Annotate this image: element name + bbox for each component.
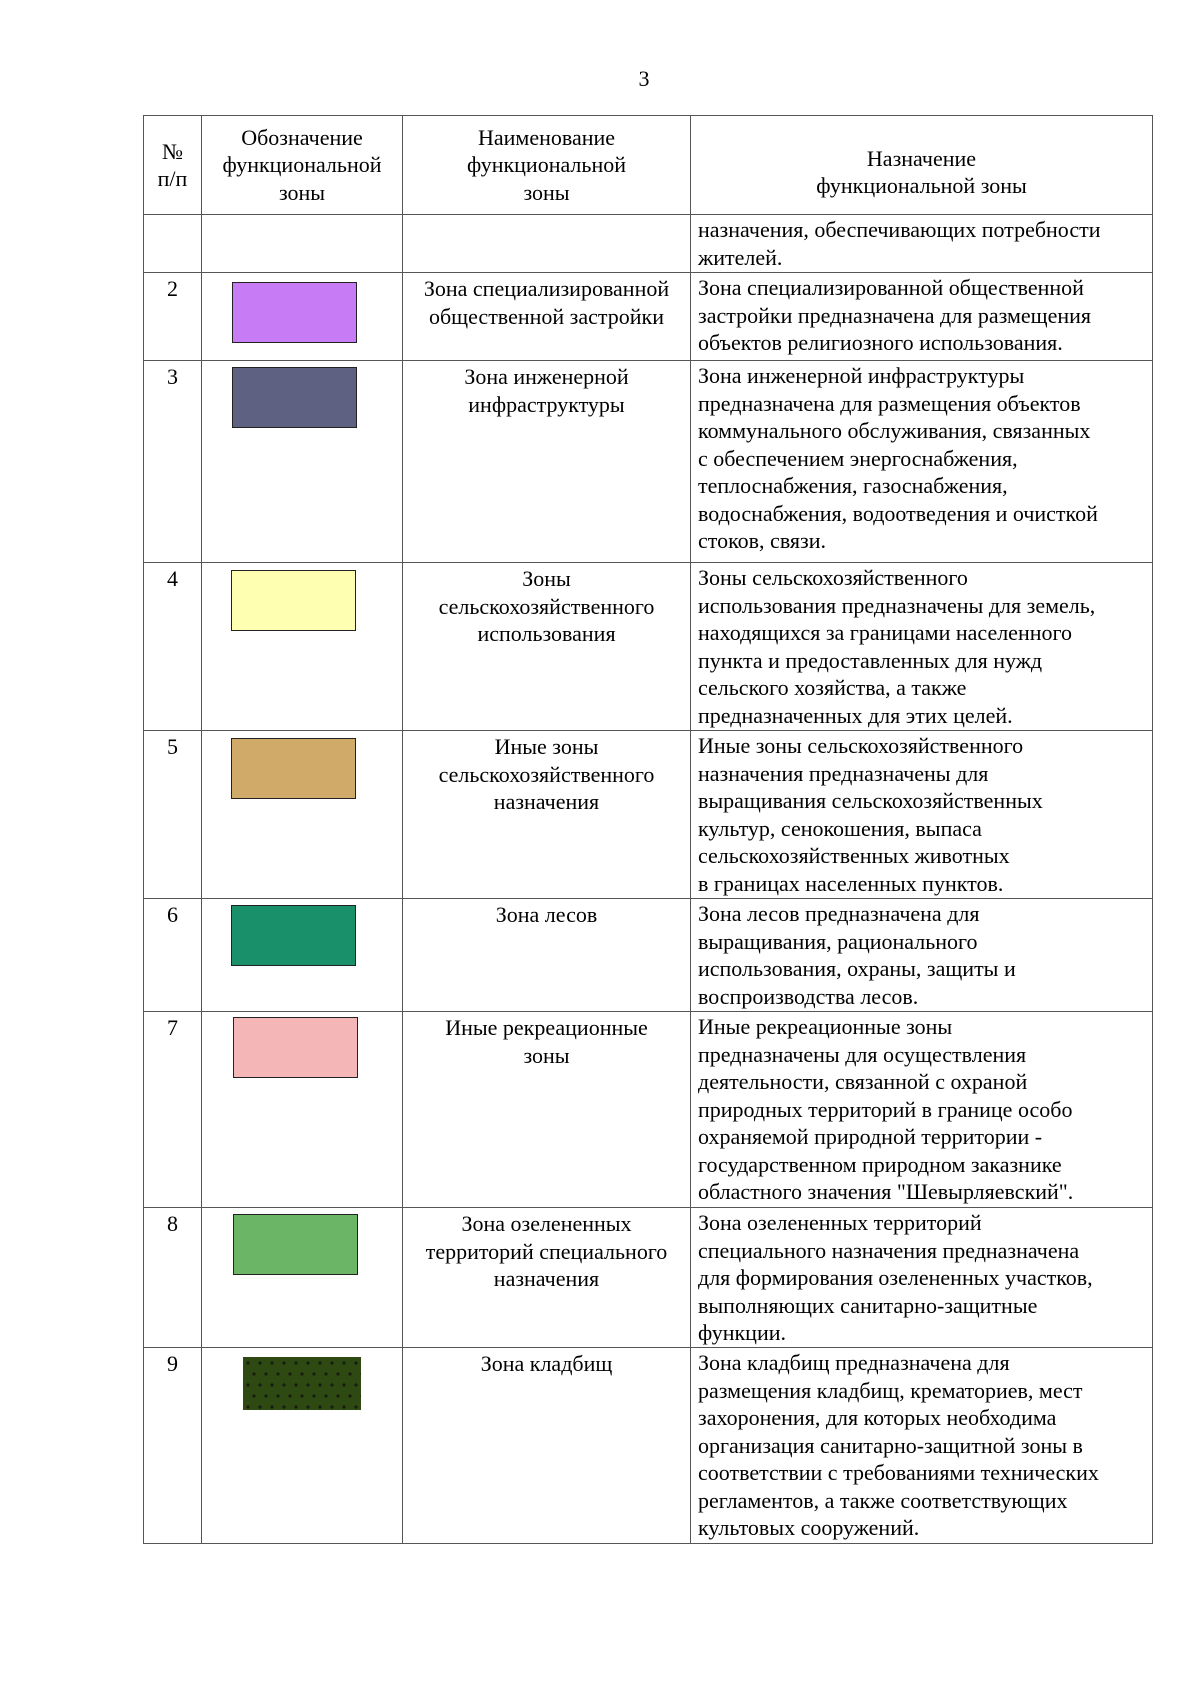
zone-purpose-line: организация санитарно-защитной зоны в bbox=[698, 1432, 1083, 1458]
zone-symbol-cell bbox=[202, 215, 403, 273]
zone-name-line: использования bbox=[477, 621, 616, 646]
zone-symbol-cell bbox=[202, 1012, 403, 1208]
zone-name-line: сельскохозяйственного bbox=[438, 761, 655, 787]
zone-purpose-line: пункта и предоставленных для нужд bbox=[698, 647, 1043, 673]
table-row bbox=[144, 273, 1153, 361]
zone-purpose-line: сельского хозяйства, а также bbox=[698, 675, 967, 700]
zone-name bbox=[403, 731, 691, 899]
zone-purpose-line: Зоны сельскохозяйственного bbox=[698, 565, 968, 590]
header-symbol bbox=[202, 116, 403, 215]
zone-purpose-line: находящихся за границами населенного bbox=[698, 620, 1072, 645]
header-text: п/п bbox=[157, 166, 188, 191]
row-number: 8 bbox=[144, 1208, 202, 1348]
zone-purpose-line: Иные рекреационные зоны bbox=[698, 1014, 953, 1039]
zone-purpose bbox=[691, 899, 1153, 1012]
zone-purpose-line: застройки предназначена для размещения bbox=[698, 302, 1092, 328]
zone-purpose-line: природных территорий в границе особо bbox=[698, 1096, 1073, 1122]
header-text: функциональной bbox=[466, 152, 626, 178]
zone-purpose-line: назначения, обеспечивающих потребности bbox=[698, 217, 1101, 242]
zone-purpose-line: в границах населенных пунктов. bbox=[698, 870, 1004, 896]
zone-name-line: Иные зоны bbox=[494, 734, 599, 759]
zone-purpose-line: выращивания, рационального bbox=[698, 928, 978, 954]
zone-name bbox=[403, 563, 691, 731]
row-number: 4 bbox=[144, 563, 202, 731]
zone-purpose-line: Иные зоны сельскохозяйственного bbox=[698, 733, 1024, 758]
zone-color-swatch bbox=[231, 738, 356, 799]
zone-purpose-line: Зона инженерной инфраструктуры bbox=[698, 363, 1025, 388]
zone-purpose-line: выращивания сельскохозяйственных bbox=[698, 788, 1043, 813]
zone-name bbox=[403, 215, 691, 273]
header-text: Назначение bbox=[866, 145, 977, 171]
zone-purpose-line: предназначена для размещения объектов bbox=[698, 390, 1081, 416]
zone-purpose bbox=[691, 1012, 1153, 1208]
zone-purpose-line: охраняемой природной территории - bbox=[698, 1124, 1043, 1149]
zone-purpose-line: захоронения, для которых необходима bbox=[698, 1405, 1057, 1430]
header-number bbox=[144, 116, 202, 215]
zone-purpose-line: Зона кладбищ предназначена для bbox=[698, 1350, 1010, 1375]
zone-purpose-line: культовых сооружений. bbox=[698, 1515, 920, 1540]
zone-name bbox=[403, 361, 691, 563]
table-row bbox=[144, 563, 1153, 731]
zone-purpose-line: предназначены для осуществления bbox=[698, 1041, 1027, 1067]
zone-name bbox=[403, 1208, 691, 1348]
row-number: 3 bbox=[144, 361, 202, 563]
zone-color-swatch bbox=[231, 905, 356, 966]
zone-purpose bbox=[691, 215, 1153, 273]
zone-purpose-line: стоков, связи. bbox=[698, 528, 826, 553]
zone-color-swatch bbox=[231, 570, 356, 631]
header-text: № bbox=[162, 138, 183, 164]
zone-name-line: назначения bbox=[493, 1266, 600, 1291]
zone-color-swatch bbox=[233, 1214, 358, 1275]
zone-symbol-cell bbox=[202, 731, 403, 899]
header-text: Обозначение bbox=[241, 124, 363, 150]
zone-purpose-line: водоснабжения, водоотведения и очисткой bbox=[698, 500, 1098, 526]
table-row bbox=[144, 361, 1153, 563]
zone-purpose-line: для формирования озелененных участков, bbox=[698, 1265, 1093, 1290]
row-number: 9 bbox=[144, 1348, 202, 1544]
header-purpose bbox=[691, 116, 1153, 215]
zone-purpose-line: теплоснабжения, газоснабжения, bbox=[698, 473, 1008, 498]
zone-purpose-line: Зона лесов предназначена для bbox=[698, 901, 980, 926]
zone-purpose-line: использования, охраны, защиты и bbox=[698, 956, 1016, 981]
row-number: 6 bbox=[144, 899, 202, 1012]
zone-name-line: Иные рекреационные bbox=[445, 1015, 648, 1040]
zone-purpose-line: предназначенных для этих целей. bbox=[698, 702, 1013, 728]
table-row bbox=[144, 1012, 1153, 1208]
cemetery-hatch-swatch bbox=[243, 1357, 361, 1410]
zone-name-line: сельскохозяйственного bbox=[438, 593, 655, 619]
zone-name-line: инфраструктуры bbox=[468, 391, 625, 417]
zone-purpose bbox=[691, 731, 1153, 899]
zone-purpose-line: соответствии с требованиями технических bbox=[698, 1460, 1099, 1485]
table-row bbox=[144, 899, 1153, 1012]
header-text: Наименование bbox=[477, 124, 616, 150]
zone-symbol-cell bbox=[202, 361, 403, 563]
zone-name-line: общественной застройки bbox=[428, 303, 664, 329]
zone-purpose bbox=[691, 1348, 1153, 1544]
zone-purpose-line: Зона озелененных территорий bbox=[698, 1210, 982, 1235]
zone-purpose-line: назначения предназначены для bbox=[698, 760, 989, 786]
zone-purpose-line: с обеспечением энергоснабжения, bbox=[698, 445, 1018, 471]
zone-purpose bbox=[691, 563, 1153, 731]
zone-symbol-cell bbox=[202, 1348, 403, 1544]
zone-purpose-line: воспроизводства лесов. bbox=[698, 983, 919, 1009]
zone-name-line: территорий специального bbox=[425, 1238, 668, 1264]
zone-name bbox=[403, 273, 691, 361]
zone-purpose-line: использования предназначены для земель, bbox=[698, 592, 1096, 618]
row-number: 7 bbox=[144, 1012, 202, 1208]
zone-purpose-line: Зона специализированной общественной bbox=[698, 275, 1084, 300]
row-number: 5 bbox=[144, 731, 202, 899]
zone-name bbox=[403, 1012, 691, 1208]
zone-name bbox=[403, 1348, 691, 1544]
zone-purpose-line: выполняющих санитарно-защитные bbox=[698, 1292, 1038, 1318]
zone-color-swatch bbox=[233, 1017, 358, 1078]
zone-symbol-cell bbox=[202, 1208, 403, 1348]
zone-color-swatch bbox=[232, 282, 357, 343]
zone-name-line: Зона кладбищ bbox=[480, 1351, 613, 1376]
table-row bbox=[144, 1348, 1153, 1544]
zone-purpose-line: областного значения "Шевырляевский". bbox=[698, 1179, 1074, 1204]
zone-purpose-line: объектов религиозного использования. bbox=[698, 330, 1063, 355]
zone-purpose-line: деятельности, связанной с охраной bbox=[698, 1069, 1028, 1094]
zone-purpose-line: жителей. bbox=[698, 244, 783, 270]
zone-purpose-line: регламентов, а также соответствующих bbox=[698, 1487, 1068, 1513]
table-row bbox=[144, 215, 1153, 273]
zone-name-line: Зона инженерной bbox=[464, 364, 629, 389]
header-text: функциональной bbox=[222, 152, 382, 178]
zone-purpose bbox=[691, 273, 1153, 361]
header-text: зоны bbox=[278, 179, 326, 205]
zone-name-line: назначения bbox=[493, 789, 600, 814]
row-number: 2 bbox=[144, 273, 202, 361]
functional-zones-table bbox=[143, 115, 1153, 1544]
zone-name-line: Зона озелененных bbox=[461, 1211, 632, 1236]
zone-name-line: зоны bbox=[523, 1042, 570, 1068]
row-number bbox=[144, 215, 202, 273]
zone-name-line: Зоны bbox=[522, 566, 571, 591]
header-name bbox=[403, 116, 691, 215]
zone-purpose-line: сельскохозяйственных животных bbox=[698, 843, 1010, 868]
zone-symbol-cell bbox=[202, 563, 403, 731]
zone-name-line: Зона специализированной bbox=[423, 276, 670, 301]
zone-color-swatch bbox=[232, 367, 357, 428]
zone-purpose-line: государственном природном заказнике bbox=[698, 1151, 1062, 1177]
zone-purpose-line: размещения кладбищ, крематориев, мест bbox=[698, 1377, 1083, 1403]
zone-name-line: Зона лесов bbox=[495, 902, 598, 927]
table-row bbox=[144, 1208, 1153, 1348]
header-text: функциональной зоны bbox=[816, 173, 1027, 198]
zone-purpose-line: функции. bbox=[698, 1320, 786, 1345]
zone-purpose-line: культур, сенокошения, выпаса bbox=[698, 815, 982, 841]
page-number: 3 bbox=[638, 66, 650, 91]
zone-symbol-cell bbox=[202, 273, 403, 361]
zone-purpose-line: специального назначения предназначена bbox=[698, 1237, 1080, 1263]
zone-purpose bbox=[691, 361, 1153, 563]
header-text: зоны bbox=[523, 179, 570, 205]
zone-purpose bbox=[691, 1208, 1153, 1348]
zone-purpose-line: коммунального обслуживания, связанных bbox=[698, 418, 1091, 443]
table-row bbox=[144, 731, 1153, 899]
table-header-row bbox=[144, 116, 1153, 215]
zone-symbol-cell bbox=[202, 899, 403, 1012]
zone-name bbox=[403, 899, 691, 1012]
